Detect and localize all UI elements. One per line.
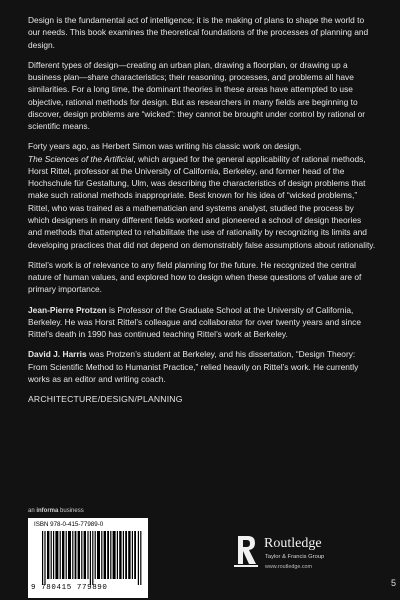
harris-bio-text: was Protzen’s student at Berkeley, and his dissertation, “Design Theory: From Scientific Method to Humanist Practice,” relied heavily on Rittel’s work. He currently works as an editor and writing coach. <box>28 349 359 384</box>
routledge-logo-icon <box>234 534 258 568</box>
barcode-icon <box>42 531 142 585</box>
publisher-name: Routledge <box>264 536 322 551</box>
cover-footer <box>28 508 372 596</box>
book-title-reference: The Sciences of the Artificial <box>28 153 134 164</box>
protzen-name: Jean-Pierre Protzen <box>28 304 107 315</box>
design-types-paragraph: Different types of design—creating an urban plan, drawing a floorplan, or drawing up a business plan—share characteristics; their reasoning, processes, and problems all have similarities. For a long time, the dominant theories in these areas have attempted to use objective, rational methods for design. But as researchers in many fields are beginning to discover, design problems are “wicked”: they cannot be brought under control by rational or scientific means. <box>28 59 366 132</box>
informa-suffix: business <box>58 508 84 514</box>
barcode-digits: 9 780415 779890 <box>31 584 108 592</box>
publisher-group: Taylor & Francis Group <box>265 554 325 560</box>
protzen-bio-text: is Professor of the Graduate School at the University of California, Berkeley. He was Horst Rittel’s colleague and collaborator for over twenty years and since Rittel’s death in 1990 has continued teaching Rittel’s work at Berkeley. <box>28 304 361 340</box>
informa-prefix: an <box>28 508 37 514</box>
isbn-barcode <box>28 518 148 598</box>
isbn-label: ISBN 978-0-415-77989-0 <box>34 521 104 528</box>
harris-bio <box>28 348 376 385</box>
cover-text <box>28 14 376 406</box>
history-paragraph <box>28 140 376 250</box>
informa-tagline <box>28 508 84 514</box>
subject-category: ARCHITECTURE/DESIGN/PLANNING <box>28 394 183 405</box>
history-text-start: Forty years ago, as Herbert Simon was writing his classic work on design, <box>28 141 302 152</box>
harris-name: David J. Harris <box>28 349 87 360</box>
intro-paragraph: Design is the fundamental act of intelligence; it is the making of plans to shape the world to our needs. This book examines the theoretical foundations of the processes of planning and design. <box>28 15 369 50</box>
protzen-bio <box>28 304 376 341</box>
history-text-rest: , which argued for the general applicability of rational methods, Horst Rittel, professor at the University of California, Berkeley, and former head of the Hochschule für Gestaltung, Ulm, was describing the characteristics of design problems that make such rational methods inappropriate. Best known for his idea of “wicked problems,” Rittel, who was trained as a mathematician and systems analyst, studied the process by which designers in many different fields worked and pioneered a school of design theories and methods that attempted to rehabilitate the use of rationality by recognizing its limits and developing practices that did not depend on demonstrably false assumptions about rationality. <box>28 153 376 250</box>
publisher-url: www.routledge.com <box>265 564 313 570</box>
relevance-paragraph: Rittel’s work is of relevance to any field planning for the future. He recognized the central nature of human values, and explored how to design when these questions of value are of primary importance. <box>28 259 362 295</box>
informa-name: informa <box>36 508 59 514</box>
edge-mark: 5 <box>390 578 396 588</box>
